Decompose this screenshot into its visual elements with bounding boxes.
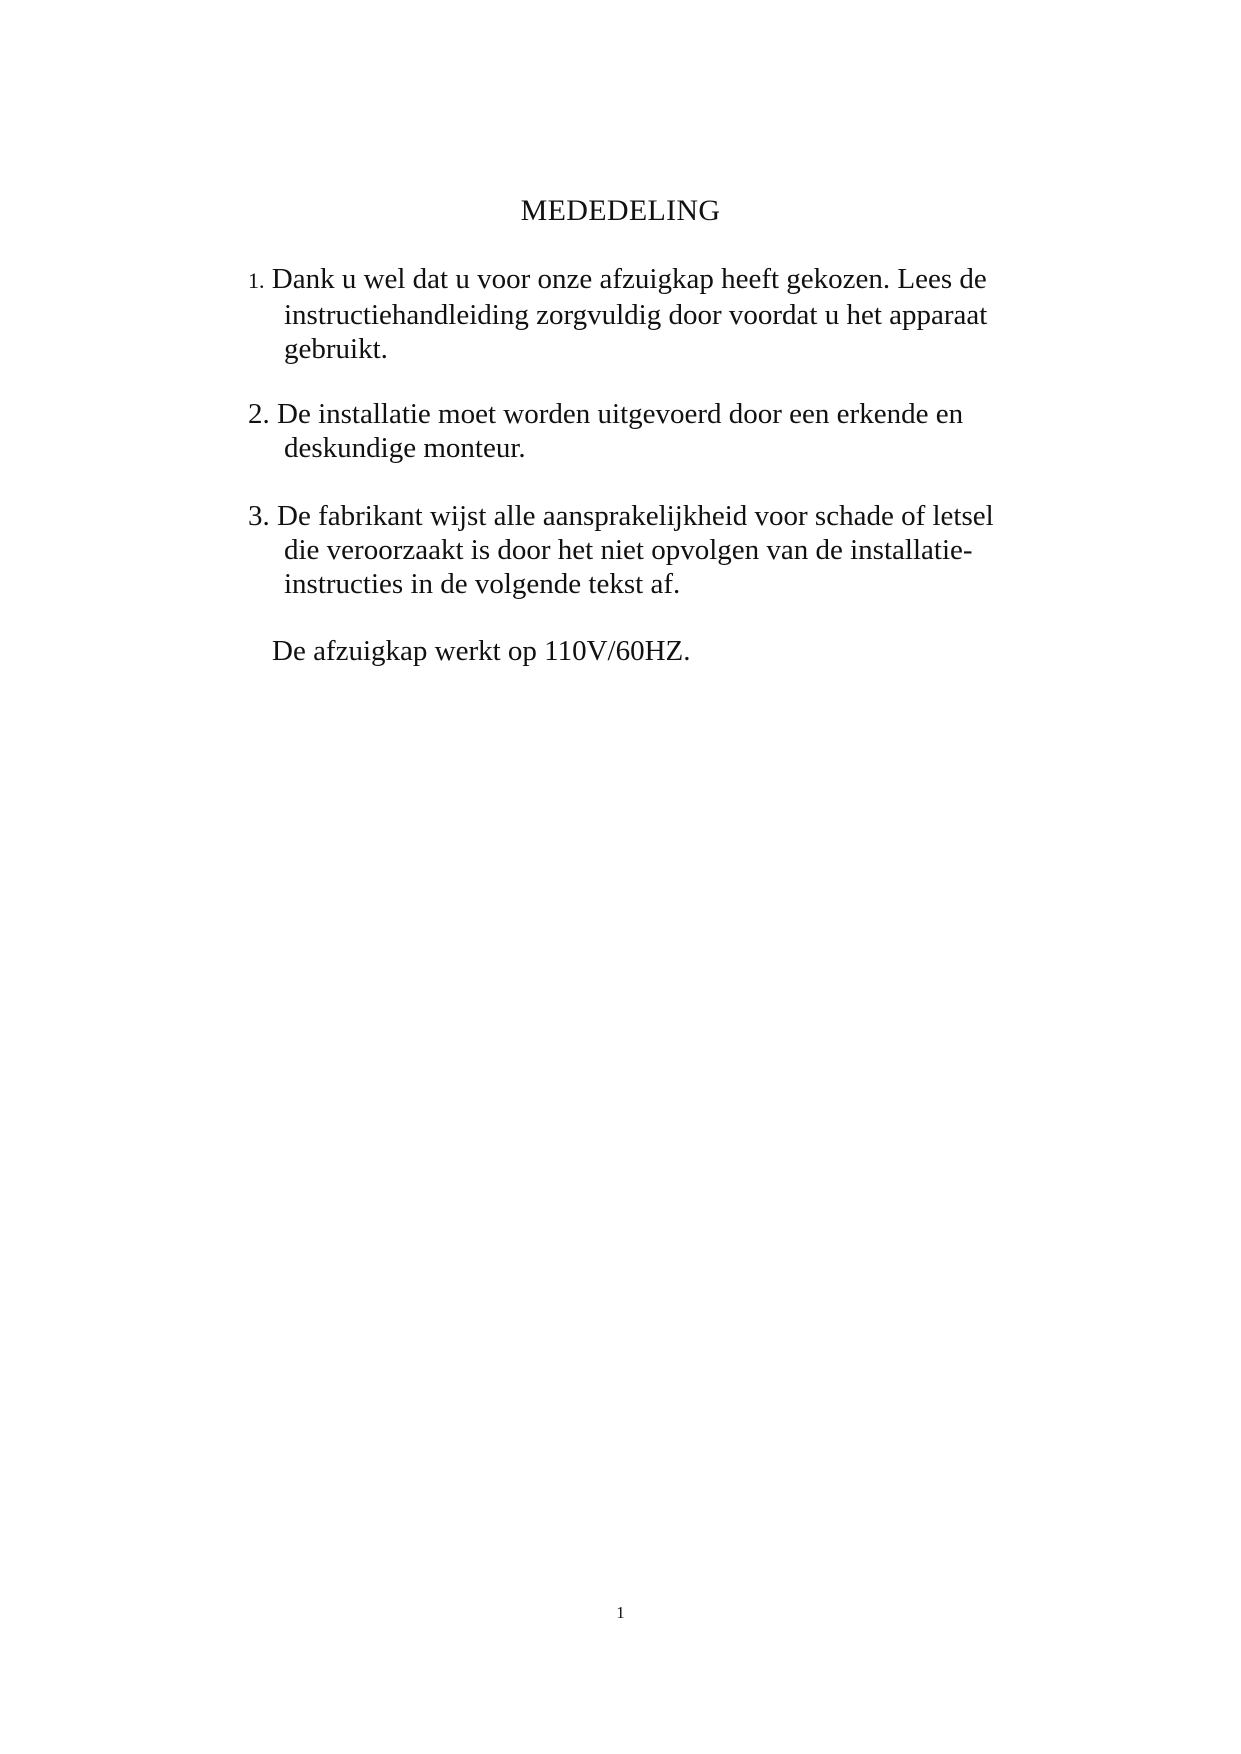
voltage-note: De afzuigkap werkt op 110V/60HZ.	[272, 635, 691, 667]
list-item-text: instructies in de volgende tekst af.	[284, 568, 681, 600]
list-item-text: Dank u wel dat u voor onze afzuigkap heeft gekozen. Lees de	[271, 263, 987, 295]
list-item-3	[248, 499, 1048, 601]
list-item-2	[248, 397, 1048, 465]
list-item-number: 1.	[248, 268, 265, 293]
list-item-text: De installatie moet worden uitgevoerd door een erkende en	[277, 398, 964, 430]
list-item-first-line	[248, 499, 1048, 533]
list-item-text: De fabrikant wijst alle aansprakelijkheid voor schade of letsel	[277, 500, 994, 532]
list-item-text: deskundige monteur.	[284, 432, 526, 464]
list-item-text: die veroorzaakt is door het niet opvolgen van de installatie-	[284, 534, 973, 566]
list-item-first-line	[248, 262, 1048, 298]
page-title: MEDEDELING	[520, 194, 721, 227]
list-item-number: 3.	[248, 500, 270, 532]
list-item-text: instructiehandleiding zorgvuldig door voordat u het apparaat	[284, 299, 988, 331]
list-item-1	[248, 262, 1048, 366]
page-number: 1	[616, 1603, 625, 1622]
list-item-text: gebruikt.	[284, 333, 388, 365]
list-item-first-line	[248, 397, 1048, 431]
list-item-number: 2.	[248, 398, 270, 430]
